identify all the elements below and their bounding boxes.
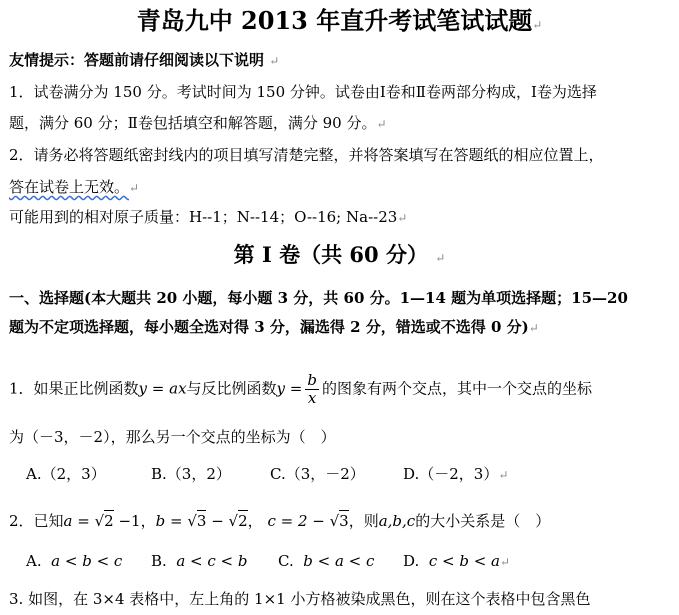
notice-item-1-line-1: 1．试卷满分为 150 分。考试时间为 150 分钟。试卷由Ⅰ卷和Ⅱ卷两部分构成，Ⅰ卷为选择 bbox=[9, 83, 597, 101]
exam-title bbox=[0, 6, 679, 40]
question-2-line: 2．已知a = √2 −1，b = √3 − √2， c = 2 − √3，则a,b,c的大小关系是（ ） bbox=[9, 512, 551, 530]
mc-instructions-line-2: 题为不定项选择题，每小题全选对得 3 分，漏选得 2 分，错选或不选得 0 分)↵ bbox=[9, 318, 539, 336]
notice-heading: 友情提示：答题前请仔细阅读以下说明 ↵ bbox=[9, 51, 280, 69]
notice-item-2-line-2: 答在试卷上无效。↵ bbox=[9, 178, 140, 196]
fraction-b-over-x: $\frac{b}{x}$ bbox=[307, 371, 317, 407]
notice-item-2-line-1: 2．请务必将答题纸密封线内的项目填写清楚完整，并将答案填写在答题纸的相应位置上， bbox=[9, 146, 604, 164]
formula-proportional: y = ax bbox=[138, 379, 187, 398]
q2-option-a: A. a < b < c bbox=[26, 552, 123, 570]
q1-option-d: D.（－2，3）↵ bbox=[403, 465, 509, 483]
exam-title-text: 青岛九中 2013 年直升考试笔试试题 bbox=[136, 6, 533, 35]
q1-option-a: A.（2，3） bbox=[26, 465, 106, 483]
q2-option-d: D. c < b < a↵ bbox=[403, 552, 511, 570]
q1-option-c: C.（3，－2） bbox=[270, 465, 365, 483]
section-heading: 第 Ⅰ 卷（共 60 分） ↵ bbox=[233, 242, 446, 267]
question-3-line: 3. 如图，在 3×4 表格中，左上角的 1×1 小方格被染成黑色，则在这个表格中包含黑色 bbox=[9, 590, 591, 608]
q2-option-c: C. b < a < c bbox=[278, 552, 375, 570]
question-1-line-2: 为（－3，－2），那么另一个交点的坐标为（ ） bbox=[9, 428, 336, 446]
q1-option-b: B.（3，2） bbox=[151, 465, 231, 483]
q2-option-b: B. a < c < b bbox=[151, 552, 248, 570]
mc-instructions-line-1: 一、选择题(本大题共 20 小题，每小题 3 分，共 60 分。1—14 题为单项选择题；15—20 bbox=[9, 289, 628, 307]
paragraph-mark: ↵ bbox=[532, 18, 543, 32]
question-1-line-1: 1．如果正比例函数y = ax与反比例函数y = $\frac{b}{x}$ 的图象有两个交点，其中一个交点的坐标 bbox=[9, 371, 592, 407]
atomic-masses-line: 可能用到的相对原子质量：H--1；N--14；O--16; Na--23↵ bbox=[9, 208, 408, 226]
notice-item-1-line-2: 题，满分 60 分；Ⅱ卷包括填空和解答题，满分 90 分。↵ bbox=[9, 114, 387, 132]
